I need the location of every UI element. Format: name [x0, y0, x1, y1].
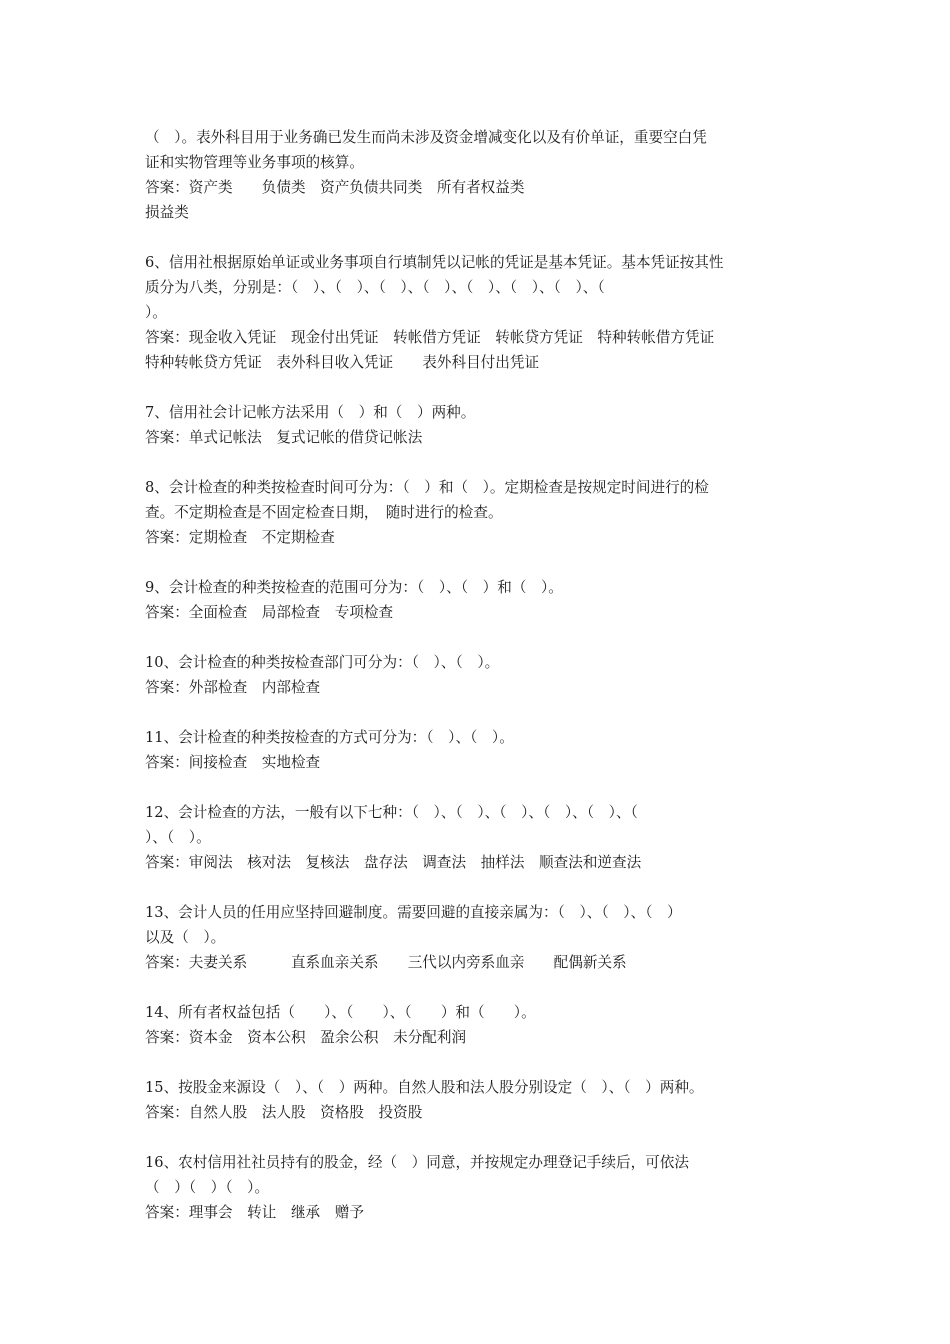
- question-line: 9、会计检查的种类按检查的范围可分为：（ ）、（ ）和（ ）。: [145, 579, 563, 596]
- question-block-9: [145, 575, 810, 625]
- question-line: 6、信用社根据原始单证或业务事项自行填制凭以记帐的凭证是基本凭证。基本凭证按其性: [145, 254, 724, 271]
- document-page: [145, 125, 810, 1250]
- answer-line: 答案：自然人股 法人股 资格股 投资股: [145, 1104, 423, 1121]
- question-block-11: [145, 725, 810, 775]
- answer-line: 答案：审阅法 核对法 复核法 盘存法 调查法 抽样法 顺查法和逆查法: [145, 854, 642, 871]
- answer-line: 答案：间接检查 实地检查: [145, 754, 321, 771]
- question-block-13: [145, 900, 810, 975]
- answer-line: 答案：外部检查 内部检查: [145, 679, 321, 696]
- answer-line: 答案：定期检查 不定期检查: [145, 529, 335, 546]
- question-line: 12、会计检查的方法，一般有以下七种：（ ）、（ ）、（ ）、（ ）、（ ）、（: [145, 804, 638, 821]
- question-block-14: [145, 1000, 810, 1050]
- question-block-15: [145, 1075, 810, 1125]
- question-line: 11、会计检查的种类按检查的方式可分为：（ ）、（ ）。: [145, 729, 514, 746]
- answer-line: 答案：现金收入凭证 现金付出凭证 转帐借方凭证 转帐贷方凭证 特种转帐借方凭证: [145, 329, 715, 346]
- text-line: 证和实物管理等业务事项的核算。: [145, 154, 364, 171]
- answer-line: 特种转帐贷方凭证 表外科目收入凭证 表外科目付出凭证: [145, 354, 540, 371]
- question-line: ）、（ ）。: [145, 829, 211, 846]
- answer-line: 答案：夫妻关系 直系血亲关系 三代以内旁系血亲 配偶新关系: [145, 954, 627, 971]
- question-line: 以及（ ）。: [145, 929, 226, 946]
- question-line: 14、所有者权益包括（ ）、（ ）、（ ）和（ ）。: [145, 1004, 536, 1021]
- question-block-8: [145, 475, 810, 550]
- question-block-6: [145, 250, 810, 375]
- question-line: 7、信用社会计记帐方法采用（ ）和（ ）两种。: [145, 404, 476, 421]
- question-line: 15、按股金来源设（ ）、（ ）两种。自然人股和法人股分别设定（ ）、（ ）两种。: [145, 1079, 704, 1096]
- question-line: （ ）（ ）（ ）。: [145, 1179, 270, 1196]
- question-line: 16、农村信用社社员持有的股金，经（ ）同意，并按规定办理登记手续后，可依法: [145, 1154, 689, 1171]
- answer-line: 答案：资产类 负债类 资产负债共同类 所有者权益类: [145, 179, 525, 196]
- answer-line: 答案：资本金 资本公积 盈余公积 未分配利润: [145, 1029, 467, 1046]
- answer-line: 损益类: [145, 204, 189, 221]
- question-line: 8、会计检查的种类按检查时间可分为：（ ）和（ ）。定期检查是按规定时间进行的检: [145, 479, 709, 496]
- answer-line: 答案：理事会 转让 继承 赠予: [145, 1204, 364, 1221]
- answer-line: 答案：全面检查 局部检查 专项检查: [145, 604, 394, 621]
- question-block-12: [145, 800, 810, 875]
- question-block-16: [145, 1150, 810, 1225]
- question-line: 10、会计检查的种类按检查部门可分为：（ ）、（ ）。: [145, 654, 500, 671]
- text-line: （ ）。表外科目用于业务确已发生而尚未涉及资金增减变化以及有价单证，重要空白凭: [145, 129, 707, 146]
- question-block-continued: [145, 125, 810, 225]
- question-block-10: [145, 650, 810, 700]
- question-block-7: [145, 400, 810, 450]
- answer-line: 答案：单式记帐法 复式记帐的借贷记帐法: [145, 429, 423, 446]
- question-line: 质分为八类，分别是：（ ）、（ ）、（ ）、（ ）、（ ）、（ ）、（ ）、（: [145, 279, 605, 296]
- question-line: ）。: [145, 304, 167, 321]
- question-line: 13、会计人员的任用应坚持回避制度。需要回避的直接亲属为：（ ）、（ ）、（ ）: [145, 904, 682, 921]
- question-line: 查。不定期检查是不固定检查日期， 随时进行的检查。: [145, 504, 503, 521]
